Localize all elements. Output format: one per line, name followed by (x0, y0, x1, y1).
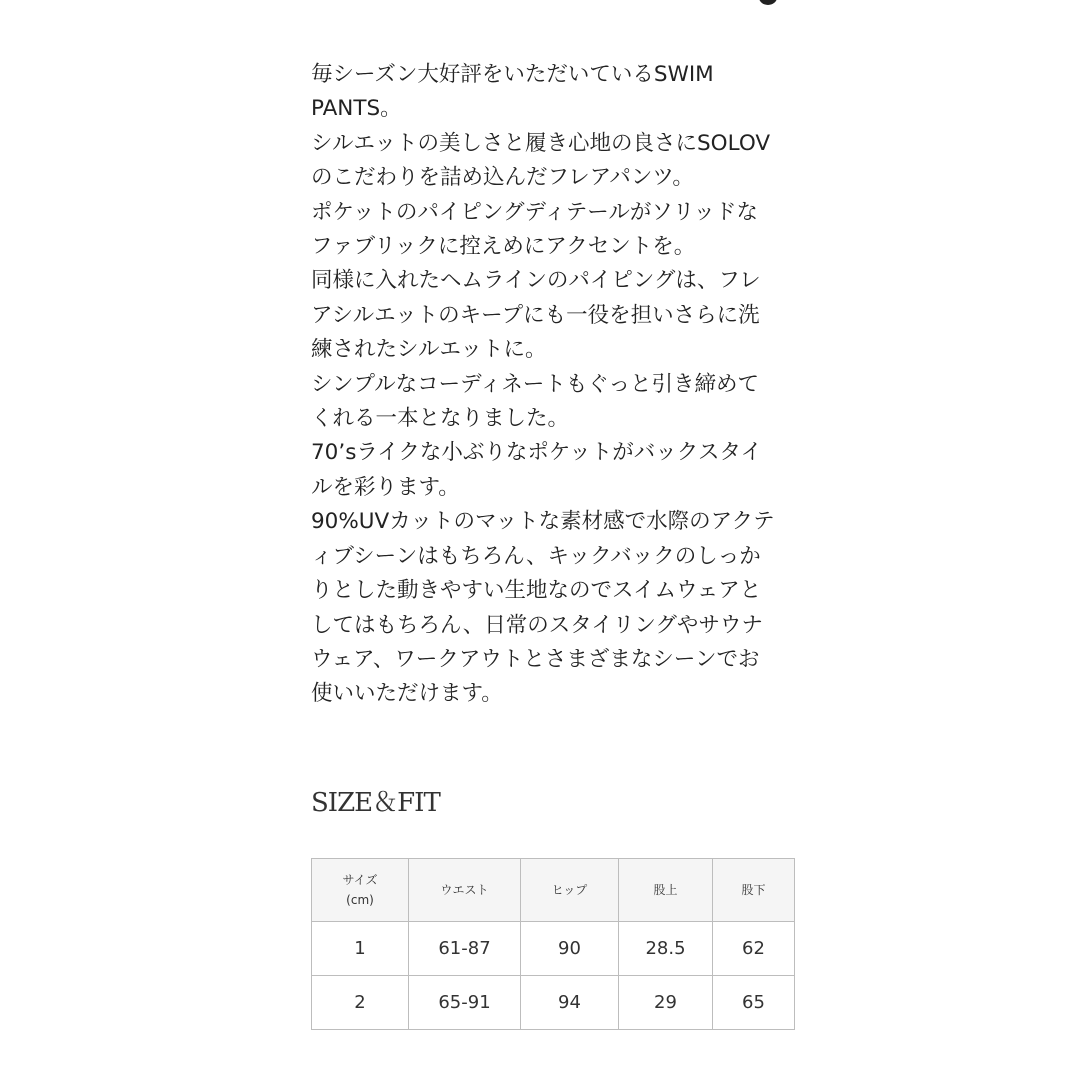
page-top-dot (759, 0, 777, 5)
description-line: シルエットの美しさと履き心地の良さにSOLOV (311, 130, 771, 156)
product-description (311, 58, 801, 712)
description-line: ファブリックに控えめにアクセントを。 (311, 234, 696, 260)
table-row (312, 922, 795, 976)
description-line: 練されたシルエットに。 (311, 337, 547, 363)
cell-inseam: 65 (713, 976, 795, 1030)
header-size-label: サイズ (342, 873, 378, 887)
description-line: のこだわりを詰め込んだフレアパンツ。 (311, 165, 694, 191)
cell-rise: 28.5 (619, 922, 713, 976)
size-table-header-row (312, 859, 795, 922)
description-line: ポケットのパイピングディテールがソリッドな (311, 199, 758, 225)
description-line: くれる一本となりました。 (311, 406, 570, 432)
header-waist: ウエスト (409, 859, 521, 922)
cell-rise: 29 (619, 976, 713, 1030)
header-inseam: 股下 (713, 859, 795, 922)
cell-waist: 61-87 (409, 922, 521, 976)
header-rise: 股上 (619, 859, 713, 922)
cell-size: 2 (312, 976, 409, 1030)
cell-size: 1 (312, 922, 409, 976)
description-line: ィブシーンはもちろん、キックバックのしっか (311, 543, 761, 569)
header-hip: ヒップ (521, 859, 619, 922)
cell-hip: 94 (521, 976, 619, 1030)
description-line: 90%UVカットのマットな素材感で水際のアクテ (311, 509, 775, 535)
description-line: 70’sライクな小ぶりなポケットがバックスタイ (311, 440, 763, 466)
description-line: 同様に入れたヘムラインのパイピングは、フレ (311, 268, 761, 294)
description-line: 毎シーズン大好評をいただいているSWIM (311, 62, 714, 87)
cell-inseam: 62 (713, 922, 795, 976)
cell-hip: 90 (521, 922, 619, 976)
description-line: ウェア、ワークアウトとさまざまなシーンでお (311, 646, 760, 672)
header-size-unit: (cm) (346, 893, 374, 907)
description-line: アシルエットのキープにも一役を担いさらに洗 (311, 302, 760, 328)
description-line: ルを彩ります。 (311, 474, 460, 500)
cell-waist: 65-91 (409, 976, 521, 1030)
description-line: シンプルなコーディネートもぐっと引き締めて (311, 371, 759, 397)
size-table (311, 858, 795, 1030)
header-size (312, 859, 409, 922)
size-fit-title: SIZE＆FIT (311, 788, 440, 818)
table-row (312, 976, 795, 1030)
description-line: りとした動きやすい生地なのでスイムウェアと (311, 578, 762, 604)
description-line: PANTS。 (311, 96, 402, 122)
description-line: 使いいただけます。 (311, 681, 503, 707)
description-line: してはもちろん、日常のスタイリングやサウナ (311, 612, 763, 638)
